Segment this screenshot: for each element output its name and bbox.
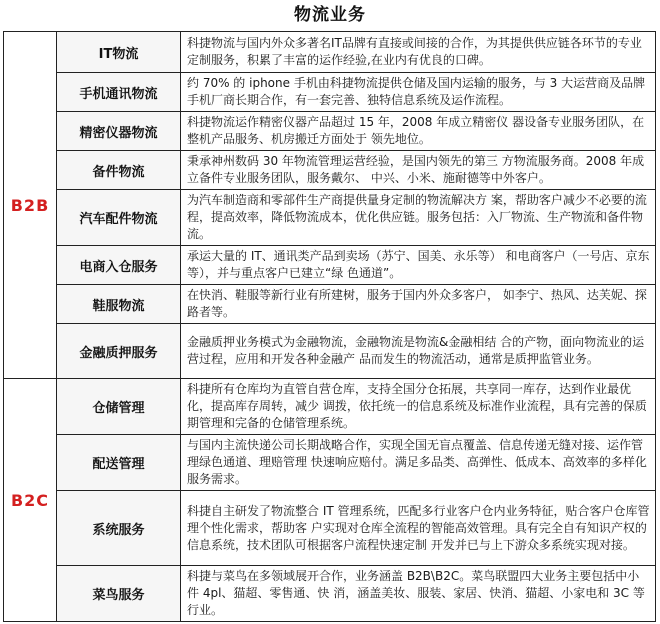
row-description: 金融质押业务模式为金融物流，金融物流是物流&金融相结 合的产物，面向物流业的运营过程，应用和开发各种金融产 品而发生的物流活动，通常是质押监管业务。 [181,324,656,379]
row-name: 备件物流 [57,151,181,190]
table-row [4,190,656,246]
row-name: 金融质押服务 [57,324,181,379]
row-description: 科捷自主研发了物流整合 IT 管理系统，匹配多行业客户仓内业务特征，贴合客户仓库管理个性化需求，帮助客 户实现对仓库全流程的智能高效管理。具有完全自有知识产权的信息系统，技术团队可根据客户流程快速定制 开发并已与上下游众多系统实现对接。 [181,491,656,566]
row-name: 仓储管理 [57,379,181,435]
table-row [4,491,656,566]
table-row [4,151,656,190]
table-row [4,246,656,285]
row-name: 菜鸟服务 [57,566,181,622]
row-name: 手机通讯物流 [57,73,181,112]
row-description: 科捷物流运作精密仪器产品超过 15 年，2008 年成立精密仪 器设备专业服务团队，在整机产品服务、机房搬迁方面处于 领先地位。 [181,112,656,151]
table-row [4,32,656,73]
group-label-b2b: B2B [4,32,57,379]
table-row [4,112,656,151]
row-description: 承运大量的 IT、通讯类产品到卖场（苏宁、国美、永乐等） 和电商客户（一号店、京东等），并与重点客户已建立“绿 色通道”。 [181,246,656,285]
table-row [4,73,656,112]
table-row [4,324,656,379]
row-description: 与国内主流快递公司长期战略合作，实现全国无盲点覆盖、信息传递无缝对接、运作管理绿色通道、理赔管理 快速响应赔付。满足多品类、高弹性、低成本、高效率的多样化服务需求。 [181,435,656,491]
table-row [4,566,656,622]
page-title: 物流业务 [294,5,366,25]
row-name: IT物流 [57,32,181,73]
row-description: 科捷与菜鸟在多领域展开合作，业务涵盖 B2B\B2C。菜鸟联盟四大业务主要包括中小件 4pl、猫超、零售通、快 消，涵盖美妆、服装、家居、快消、猫超、小家电和 3C 等行业。 [181,566,656,622]
row-name: 汽车配件物流 [57,190,181,246]
table-row [4,379,656,435]
row-name: 鞋服物流 [57,285,181,324]
row-description: 科捷所有仓库均为直管自营仓库，支持全国分仓拓展，共享同一库存，达到作业最优化，提高库存周转，减少 调拨，依托统一的信息系统及标准作业流程，具有完善的保质期管理和完备的仓储管理系统。 [181,379,656,435]
row-name: 系统服务 [57,491,181,566]
table-row [4,285,656,324]
row-description: 科捷物流与国内外众多著名IT品牌有直接或间接的合作，为其提供供应链各环节的专业定制服务，积累了丰富的运作经验,在业内有优良的口碑。 [181,32,656,73]
row-description: 约 70% 的 iphone 手机由科捷物流提供仓储及国内运输的服务，与 3 大运营商及品牌手机厂商长期合作，有一套完善、独特信息系统及运作流程。 [181,73,656,112]
row-description: 秉承神州数码 30 年物流管理运营经验，是国内领先的第三 方物流服务商。2008 年成立备件专业服务团队，服务戴尔、 中兴、小米、施耐德等中外客户。 [181,151,656,190]
group-label-b2c: B2C [4,379,57,622]
table-row [4,435,656,491]
logistics-business-table [3,31,656,622]
row-description: 在快消、鞋服等新行业有所建树，服务于国内外众多客户， 如李宁、热风、达芙妮、探路者等。 [181,285,656,324]
row-name: 配送管理 [57,435,181,491]
row-description: 为汽车制造商和零部件生产商提供量身定制的物流解决方 案，帮助客户减少不必要的流程，提高效率，降低物流成本，优化供应链。服务包括：入厂物流、生产物流和备件物流。 [181,190,656,246]
row-name: 精密仪器物流 [57,112,181,151]
row-name: 电商入仓服务 [57,246,181,285]
